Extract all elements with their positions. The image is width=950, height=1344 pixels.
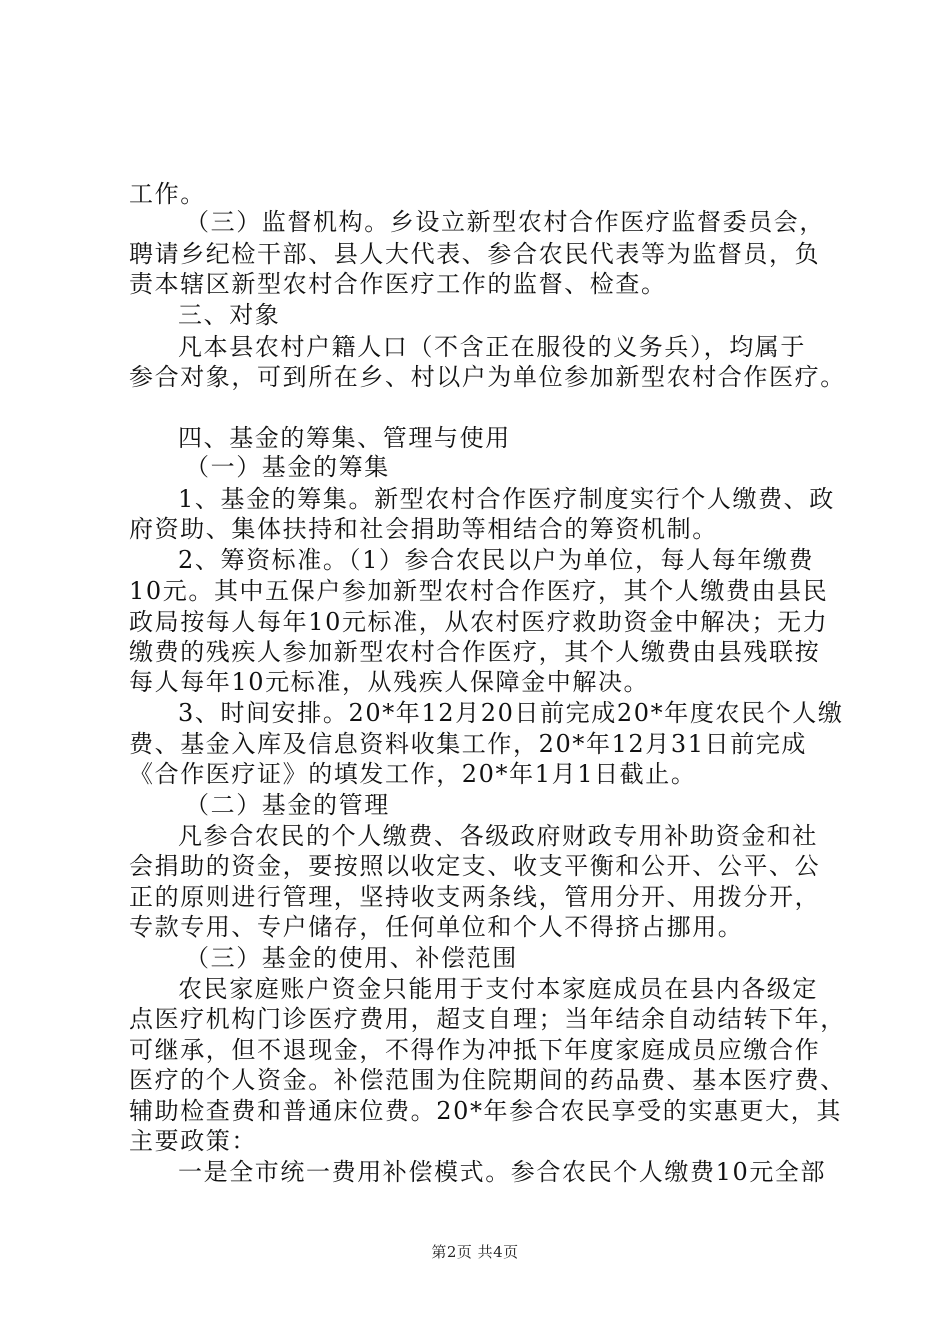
body-line-29: 医疗的个人资金。补偿范围为住院期间的药品费、基本医疗费、: [129, 1066, 846, 1094]
body-line-6: 凡本县农村户籍人口（不含正在服役的义务兵），均属于: [178, 333, 806, 361]
body-line-11: 府资助、集体扶持和社会捐助等相结合的筹资机制。: [129, 515, 718, 543]
body-line-12: 2、筹资标准。（1）参合农民以户为单位，每人每年缴费: [178, 546, 815, 574]
subheading-fund-raising: （一）基金的筹集: [185, 453, 390, 481]
body-line-24: 专款专用、专户储存，任何单位和个人不得挤占挪用。: [129, 913, 744, 941]
subheading-fund-usage: （三）基金的使用、补偿范围: [185, 944, 518, 972]
body-line-30: 辅助检查费和普通床位费。20*年参合农民享受的实惠更大，其: [129, 1097, 842, 1125]
body-line-16: 每人每年10元标准，从残疾人保障金中解决。: [129, 668, 650, 696]
body-line-22: 会捐助的资金，要按照以收定支、收支平衡和公开、公平、公: [129, 852, 821, 880]
body-line-28: 可继承，但不退现金，不得作为冲抵下年度家庭成员应缴合作: [129, 1036, 821, 1064]
section-heading-objects: 三、对象: [178, 301, 281, 329]
body-line-19: 《合作医疗证》的填发工作，20*年1月1日截止。: [129, 760, 697, 788]
body-line-27: 点医疗机构门诊医疗费用，超支自理；当年结余自动结转下年，: [129, 1005, 846, 1033]
body-line-32: 一是全市统一费用补偿模式。参合农民个人缴费10元全部: [178, 1158, 827, 1186]
body-line-7: 参合对象，可到所在乡、村以户为单位参加新型农村合作医疗。: [129, 363, 846, 391]
body-line-1: 工作。: [129, 180, 206, 208]
body-line-23: 正的原则进行管理，坚持收支两条线，管用分开、用拨分开，: [129, 883, 821, 911]
body-line-3: 聘请乡纪检干部、县人大代表、参合农民代表等为监督员，负: [129, 240, 821, 268]
section-heading-fund: 四、基金的筹集、管理与使用: [178, 424, 511, 452]
body-line-2: （三）监督机构。乡设立新型农村合作医疗监督委员会，: [185, 208, 825, 236]
body-line-21: 凡参合农民的个人缴费、各级政府财政专用补助资金和社: [178, 822, 818, 850]
body-line-31: 主要政策：: [129, 1127, 257, 1155]
body-line-17: 3、时间安排。20*年12月20日前完成20*年度农民个人缴: [178, 699, 844, 727]
body-line-4: 责本辖区新型农村合作医疗工作的监督、检查。: [129, 270, 667, 298]
body-line-18: 费、基金入库及信息资料收集工作，20*年12月31日前完成: [129, 730, 808, 758]
body-line-14: 政局按每人每年10元标准，从农村医疗救助资金中解决；无力: [129, 608, 829, 636]
page-footer: 第2页 共4页: [431, 1243, 519, 1261]
body-line-10: 1、基金的筹集。新型农村合作医疗制度实行个人缴费、政: [178, 485, 835, 513]
body-line-26: 农民家庭账户资金只能用于支付本家庭成员在县内各级定: [178, 975, 818, 1003]
body-line-13: 10元。其中五保户参加新型农村合作医疗，其个人缴费由县民: [129, 577, 829, 605]
body-line-15: 缴费的残疾人参加新型农村合作医疗，其个人缴费由县残联按: [129, 638, 821, 666]
subheading-fund-management: （二）基金的管理: [185, 791, 390, 819]
